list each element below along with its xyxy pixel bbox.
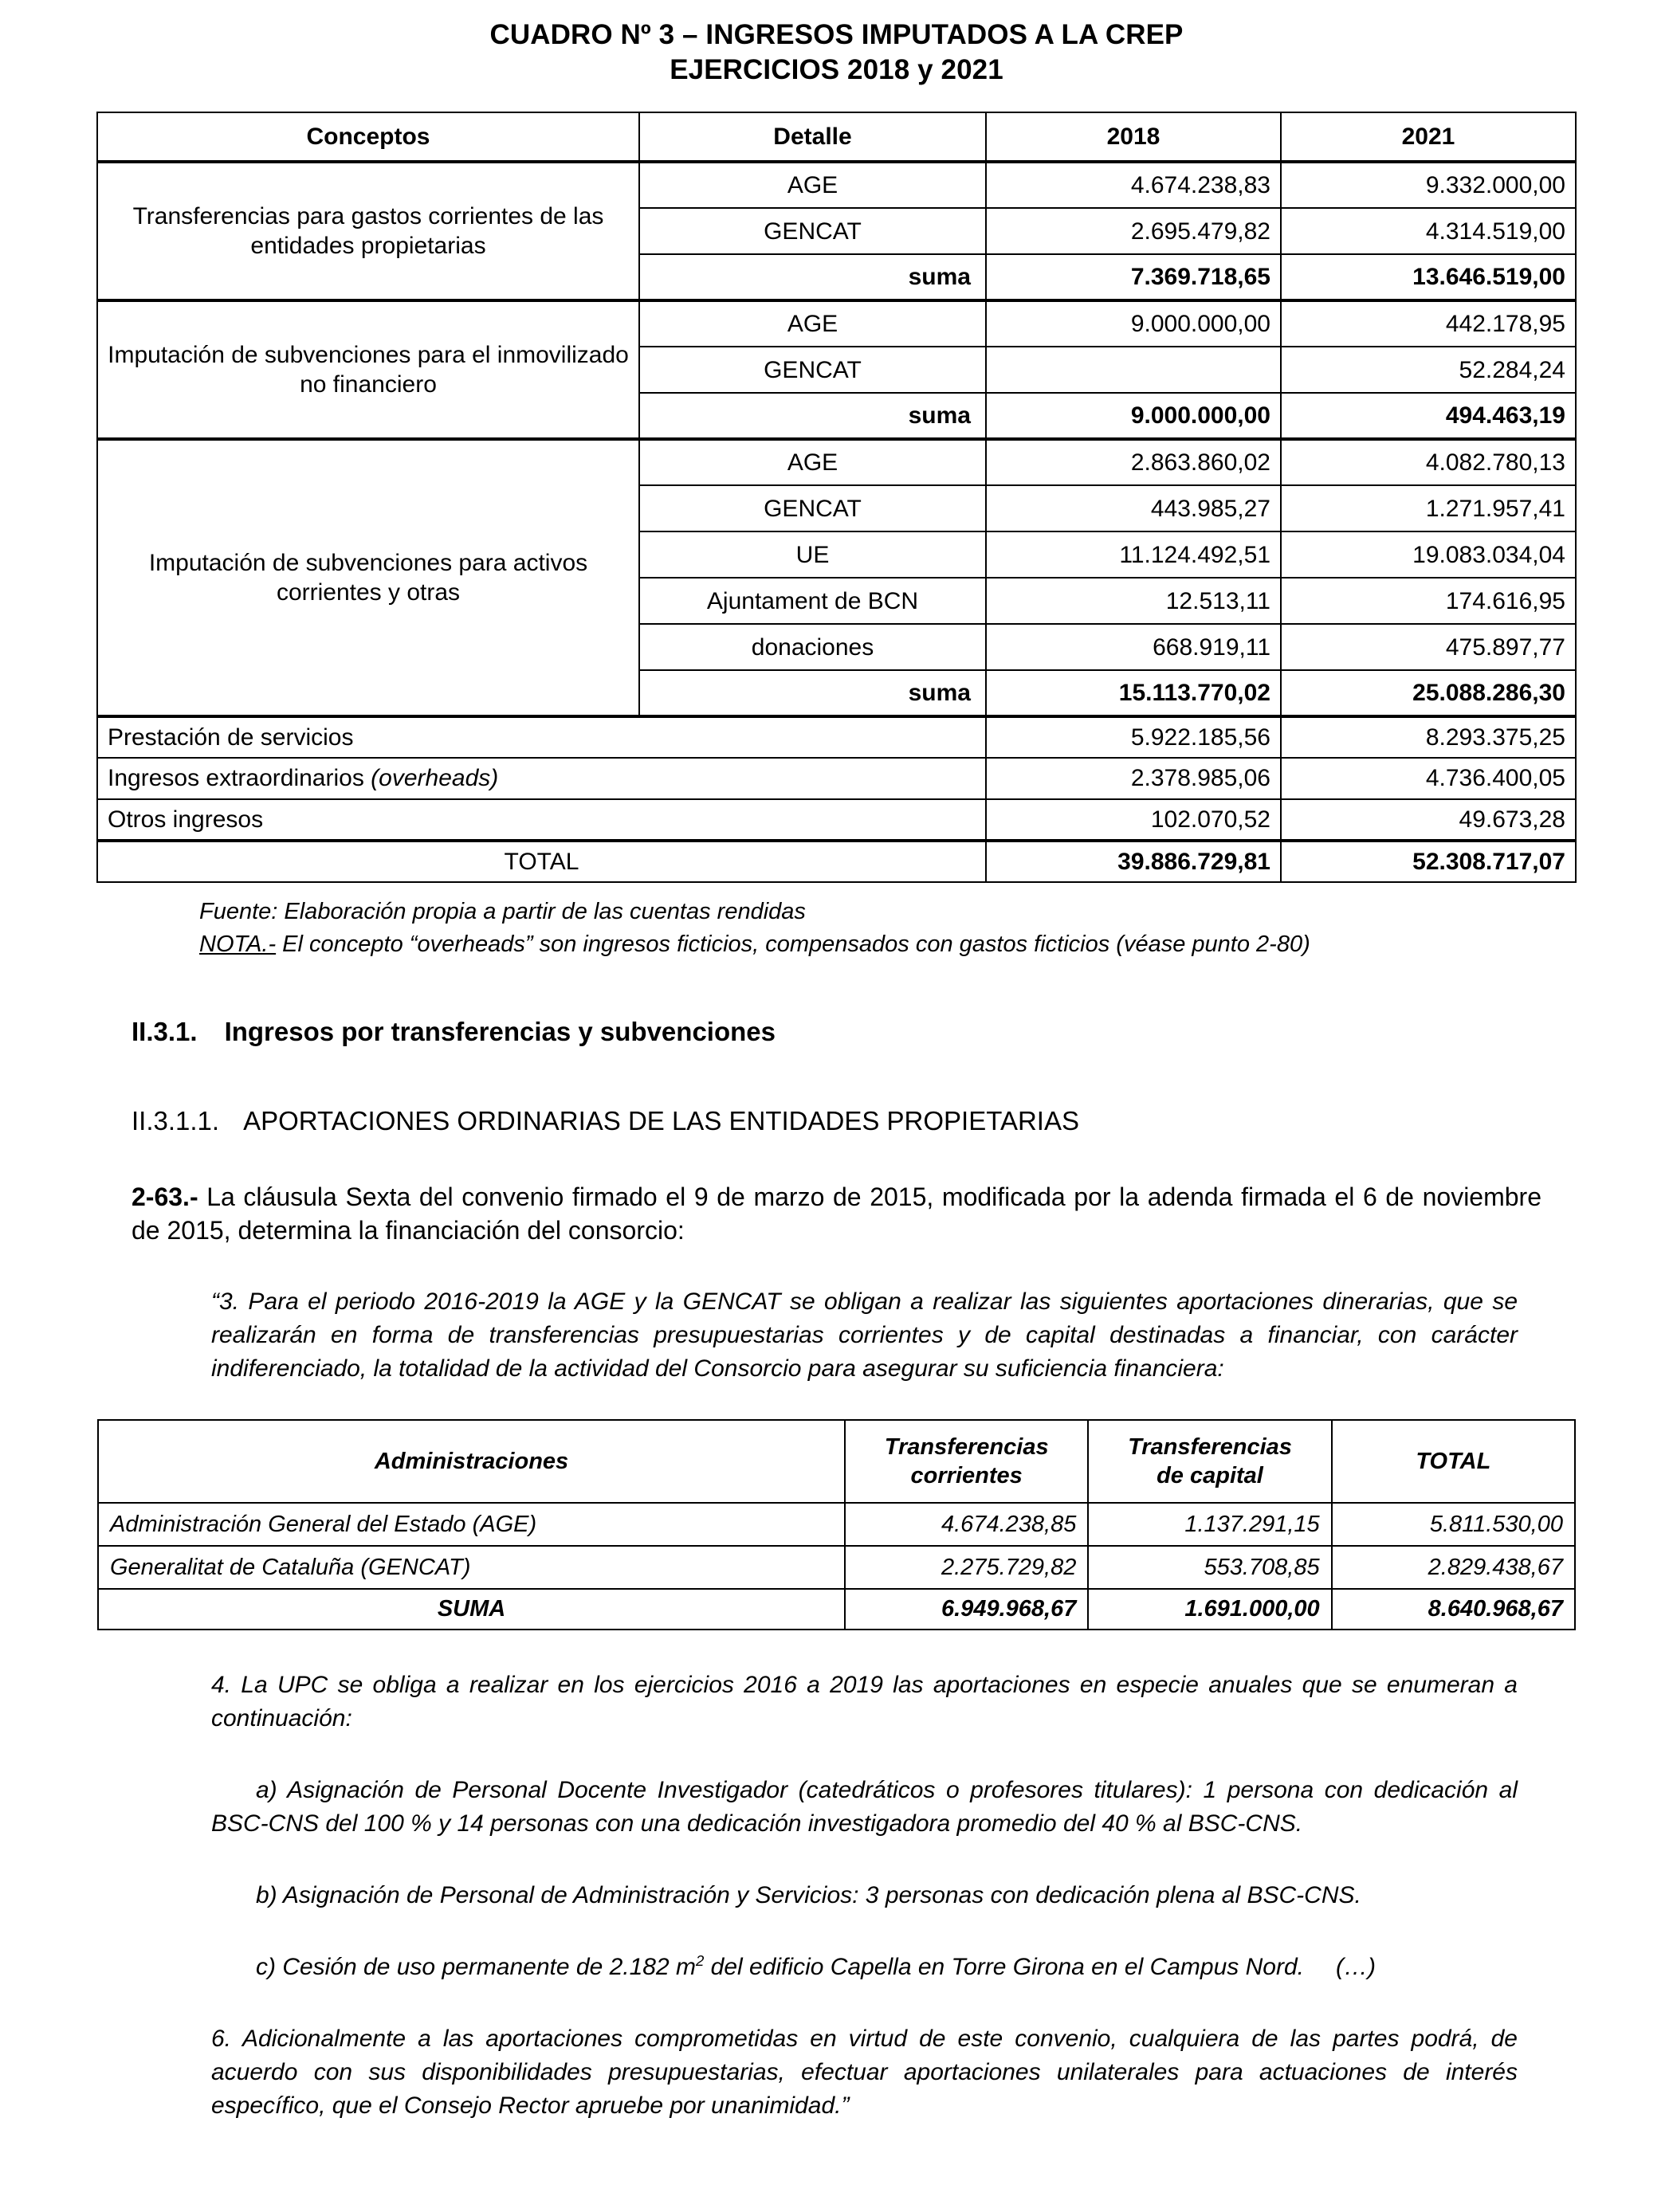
admin-name: Administración General del Estado (AGE) (98, 1503, 845, 1546)
row-label (97, 758, 986, 798)
concept-cell: Imputación de subvenciones para el inmovilizado no financiero (97, 300, 639, 439)
value-2018: 9.000.000,00 (986, 393, 1281, 439)
concept-cell: Transferencias para gastos corrientes de las entidades propietarias (97, 162, 639, 300)
detail-cell: AGE (639, 439, 986, 485)
heading-number: II.3.1.1. (132, 1106, 220, 1136)
paragraph-text: La cláusula Sexta del convenio firmado el 9 de marzo de 2015, modificada por la adenda firmada el 6 de noviembre de 2015, determina la financiación del consorcio: (132, 1182, 1541, 1245)
value-2018: 9.000.000,00 (986, 300, 1281, 347)
clause-c-ellipsis: (…) (1335, 1954, 1376, 1980)
value-2021: 19.083.034,04 (1281, 531, 1576, 578)
header-line-1: Transferencias (1128, 1433, 1292, 1460)
value-2018: 15.113.770,02 (986, 670, 1281, 716)
value-2018: 11.124.492,51 (986, 531, 1281, 578)
detail-cell-sum: suma (639, 254, 986, 300)
income-table (96, 112, 1577, 883)
detail-cell: GENCAT (639, 485, 986, 531)
table-header-row (98, 1420, 1575, 1503)
sum-capital: 1.691.000,00 (1088, 1589, 1331, 1630)
header-total: TOTAL (1332, 1420, 1575, 1503)
source-note: Fuente: Elaboración propia a partir de las cuentas rendidas (199, 898, 806, 924)
header-transferencias-capital (1088, 1420, 1331, 1503)
header-line-2: de capital (1157, 1463, 1263, 1489)
value-2021: 442.178,95 (1281, 300, 1576, 347)
detail-cell-sum: suma (639, 393, 986, 439)
title-line-1: CUADRO Nº 3 – INGRESOS IMPUTADOS A LA CREP (489, 19, 1184, 50)
detail-cell: Ajuntament de BCN (639, 578, 986, 624)
detail-cell: donaciones (639, 624, 986, 670)
quote-clause-4b: b) Asignación de Personal de Administración y Servicios: 3 personas con dedicación plena al BSC-CNS. (256, 1882, 1361, 1908)
table-row (97, 716, 1576, 758)
header-transferencias-corrientes (845, 1420, 1088, 1503)
value-2018: 7.369.718,65 (986, 254, 1281, 300)
value-2021: 494.463,19 (1281, 393, 1576, 439)
value-total: 5.811.530,00 (1332, 1503, 1575, 1546)
value-capital: 553.708,85 (1088, 1546, 1331, 1589)
sum-total: 8.640.968,67 (1332, 1589, 1575, 1630)
table-header-row (97, 112, 1576, 162)
nota-label: NOTA.- (199, 931, 277, 958)
row-label: Otros ingresos (97, 799, 986, 841)
nota-note (199, 928, 1577, 961)
detail-cell-sum: suma (639, 670, 986, 716)
table-row (98, 1503, 1575, 1546)
detail-cell: GENCAT (639, 347, 986, 393)
quote-clause-4a: a) Asignación de Personal Docente Investigador (catedráticos o profesores titulares): 1 persona con dedicación al BSC-CNS del 100 % y 14 personas con una dedicación investigadora promedio del 40 % al BSC-CNS. (211, 1777, 1518, 1837)
value-2018: 2.378.985,06 (986, 758, 1281, 798)
total-2018: 39.886.729,81 (986, 841, 1281, 882)
value-corrientes: 2.275.729,82 (845, 1546, 1088, 1589)
value-2021: 1.271.957,41 (1281, 485, 1576, 531)
row-label-text: Ingresos extraordinarios (108, 765, 371, 792)
detail-cell: AGE (639, 162, 986, 208)
total-label: TOTAL (97, 841, 986, 882)
value-total: 2.829.438,67 (1332, 1546, 1575, 1589)
value-2021: 4.082.780,13 (1281, 439, 1576, 485)
value-2021: 13.646.519,00 (1281, 254, 1576, 300)
row-label-italic: (overheads) (371, 765, 499, 792)
value-2018: 102.070,52 (986, 799, 1281, 841)
clause-c-post: del edificio Capella en Torre Girona en el Campus Nord. (704, 1954, 1304, 1980)
detail-cell: UE (639, 531, 986, 578)
value-2021: 49.673,28 (1281, 799, 1576, 841)
quote-clause-3: “3. Para el periodo 2016-2019 la AGE y la GENCAT se obligan a realizar las siguientes aportaciones dinerarias, que se realizarán en forma de transferencias presupuestarias corrientes y de capital destinadas a financiar, con carácter indiferenciado, la totalidad de la actividad del Consorcio para asegurar su suficiencia financiera: (211, 1288, 1518, 1382)
table-row (97, 799, 1576, 841)
heading-II-3-1 (132, 1017, 1577, 1047)
header-2021: 2021 (1281, 112, 1576, 162)
quote-clause-6: 6. Adicionalmente a las aportaciones comprometidas en virtud de este convenio, cualquiera de las partes podrá, de acuerdo con sus disponibilidades presupuestarias, efectuar aportaciones unilaterales para actuaciones de interés específico, que el Consejo Rector apruebe por unanimidad.” (211, 2026, 1518, 2119)
value-2021: 25.088.286,30 (1281, 670, 1576, 716)
table-row (97, 162, 1576, 208)
value-2021: 174.616,95 (1281, 578, 1576, 624)
header-line-1: Transferencias (884, 1433, 1049, 1460)
value-2018: 668.919,11 (986, 624, 1281, 670)
concept-cell: Imputación de subvenciones para activos corrientes y otras (97, 439, 639, 716)
value-2021: 4.314.519,00 (1281, 208, 1576, 254)
sum-label: SUMA (98, 1589, 845, 1630)
superscript-square: 2 (696, 1952, 705, 1969)
table-notes (199, 896, 1577, 961)
value-capital: 1.137.291,15 (1088, 1503, 1331, 1546)
value-2018: 5.922.185,56 (986, 716, 1281, 758)
header-detalle: Detalle (639, 112, 986, 162)
table-row (98, 1546, 1575, 1589)
table-row (97, 439, 1576, 485)
table-row (97, 758, 1576, 798)
value-2021: 52.284,24 (1281, 347, 1576, 393)
heading-text: APORTACIONES ORDINARIAS DE LAS ENTIDADES PROPIETARIAS (243, 1106, 1079, 1136)
nota-text: El concepto “overheads” son ingresos ficticios, compensados con gastos ficticios (véase punto 2-80) (276, 931, 1310, 958)
value-2018: 2.863.860,02 (986, 439, 1281, 485)
admin-name: Generalitat de Cataluña (GENCAT) (98, 1546, 845, 1589)
value-2021: 8.293.375,25 (1281, 716, 1576, 758)
row-label: Prestación de servicios (97, 716, 986, 758)
header-administraciones: Administraciones (98, 1420, 845, 1503)
value-2021: 4.736.400,05 (1281, 758, 1576, 798)
detail-cell: GENCAT (639, 208, 986, 254)
page-title (96, 18, 1577, 88)
value-2018: 4.674.238,83 (986, 162, 1281, 208)
title-line-2: EJERCICIOS 2018 y 2021 (670, 54, 1003, 86)
detail-cell: AGE (639, 300, 986, 347)
header-2018: 2018 (986, 112, 1281, 162)
value-2018: 12.513,11 (986, 578, 1281, 624)
value-2021: 475.897,77 (1281, 624, 1576, 670)
value-2021: 9.332.000,00 (1281, 162, 1576, 208)
total-2021: 52.308.717,07 (1281, 841, 1576, 882)
header-conceptos: Conceptos (97, 112, 639, 162)
clause-c-pre: c) Cesión de uso permanente de 2.182 m (256, 1954, 696, 1980)
value-2018: 443.985,27 (986, 485, 1281, 531)
quote-clause-4: 4. La UPC se obliga a realizar en los ejercicios 2016 a 2019 las aportaciones en especie anuales que se enumeran a continuación: (211, 1672, 1518, 1732)
heading-number: II.3.1. (132, 1017, 198, 1047)
value-2018 (986, 347, 1281, 393)
heading-text: Ingresos por transferencias y subvenciones (224, 1017, 776, 1047)
table-row-total (97, 841, 1576, 882)
sum-corrientes: 6.949.968,67 (845, 1589, 1088, 1630)
value-2018: 2.695.479,82 (986, 208, 1281, 254)
paragraph-marker: 2-63.- (132, 1182, 198, 1212)
table-row-sum (98, 1589, 1575, 1630)
value-corrientes: 4.674.238,85 (845, 1503, 1088, 1546)
header-line-2: corrientes (910, 1463, 1023, 1489)
paragraph-2-63 (132, 1181, 1541, 1247)
heading-II-3-1-1 (132, 1106, 1577, 1136)
table-row (97, 300, 1576, 347)
quote-clause-4c (211, 1951, 1518, 1984)
contributions-table (97, 1419, 1576, 1630)
